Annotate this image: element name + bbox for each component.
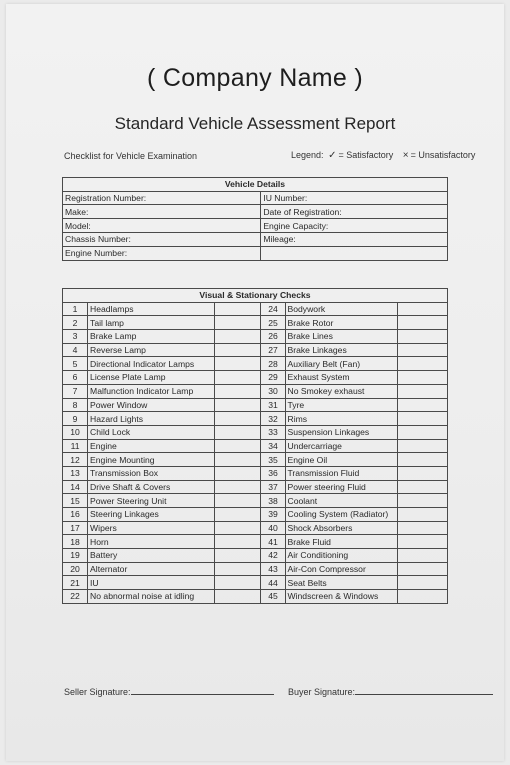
vehicle-details-row: [63, 219, 448, 233]
check-result-cell[interactable]: [215, 398, 261, 412]
check-row: [63, 521, 448, 535]
check-item-label: Wipers: [88, 521, 215, 535]
check-item-label: Transmission Fluid: [285, 466, 397, 480]
check-item-number: 13: [63, 466, 88, 480]
check-result-cell[interactable]: [215, 357, 261, 371]
check-item-number: 4: [63, 343, 88, 357]
check-item-number: 27: [261, 343, 285, 357]
check-item-number: 6: [63, 371, 88, 385]
check-item-label: Hazard Lights: [88, 412, 215, 426]
check-row: [63, 480, 448, 494]
check-result-cell[interactable]: [215, 330, 261, 344]
check-result-cell[interactable]: [397, 549, 447, 563]
check-item-number: 41: [261, 535, 285, 549]
buyer-signature: [288, 685, 493, 697]
check-item-label: Suspension Linkages: [285, 425, 397, 439]
check-result-cell[interactable]: [397, 425, 447, 439]
legend-label: Legend:: [291, 150, 324, 160]
check-item-label: Battery: [88, 549, 215, 563]
check-result-cell[interactable]: [397, 384, 447, 398]
check-item-label: Undercarriage: [285, 439, 397, 453]
check-result-cell[interactable]: [397, 590, 447, 604]
check-result-cell[interactable]: [397, 343, 447, 357]
check-item-number: 36: [261, 466, 285, 480]
vehicle-details-row: [63, 246, 448, 260]
check-item-label: Drive Shaft & Covers: [88, 480, 215, 494]
check-result-cell[interactable]: [215, 535, 261, 549]
check-result-cell[interactable]: [215, 494, 261, 508]
check-result-cell[interactable]: [397, 316, 447, 330]
check-item-number: 10: [63, 425, 88, 439]
check-item-label: Air Conditioning: [285, 549, 397, 563]
check-item-label: No abnormal noise at idling: [88, 590, 215, 604]
check-result-cell[interactable]: [397, 521, 447, 535]
check-item-label: Brake Lines: [285, 330, 397, 344]
check-row: [63, 576, 448, 590]
check-item-number: 45: [261, 590, 285, 604]
check-item-label: Transmission Box: [88, 466, 215, 480]
company-name: ( Company Name ): [147, 64, 363, 92]
check-item-number: 25: [261, 316, 285, 330]
check-result-cell[interactable]: [215, 384, 261, 398]
check-item-label: Power Steering Unit: [88, 494, 215, 508]
check-result-cell[interactable]: [215, 466, 261, 480]
check-result-cell[interactable]: [397, 357, 447, 371]
check-item-number: 16: [63, 508, 88, 522]
check-item-label: Engine Mounting: [88, 453, 215, 467]
buyer-signature-line[interactable]: [355, 685, 493, 695]
check-item-number: 29: [261, 371, 285, 385]
check-item-label: Tyre: [285, 398, 397, 412]
check-item-label: Directional Indicator Lamps: [88, 357, 215, 371]
legend-unsatisfactory: = Unsatisfactory: [410, 150, 476, 160]
vehicle-field-label[interactable]: Registration Number:: [63, 191, 261, 205]
check-result-cell[interactable]: [397, 535, 447, 549]
check-item-number: 28: [261, 357, 285, 371]
check-row: [63, 439, 448, 453]
check-item-label: Headlamps: [88, 302, 215, 316]
check-item-number: 12: [63, 453, 88, 467]
check-result-cell[interactable]: [397, 330, 447, 344]
check-result-cell[interactable]: [397, 302, 447, 316]
check-result-cell[interactable]: [397, 466, 447, 480]
check-item-number: 5: [63, 357, 88, 371]
check-result-cell[interactable]: [215, 453, 261, 467]
check-item-label: Windscreen & Windows: [285, 590, 397, 604]
check-row: [63, 549, 448, 563]
check-item-label: Bodywork: [285, 302, 397, 316]
check-item-number: 39: [261, 508, 285, 522]
vehicle-details-title: Vehicle Details: [63, 178, 448, 192]
seller-signature-line[interactable]: [131, 685, 274, 695]
check-item-label: Coolant: [285, 494, 397, 508]
check-item-number: 3: [63, 330, 88, 344]
check-result-cell[interactable]: [397, 371, 447, 385]
check-item-label: No Smokey exhaust: [285, 384, 397, 398]
check-item-number: 38: [261, 494, 285, 508]
check-row: [63, 412, 448, 426]
check-item-label: Brake Lamp: [88, 330, 215, 344]
check-item-number: 9: [63, 412, 88, 426]
visual-checks-table: [62, 288, 448, 604]
check-row: [63, 330, 448, 344]
check-result-cell[interactable]: [397, 576, 447, 590]
check-item-number: 42: [261, 549, 285, 563]
check-result-cell[interactable]: [215, 576, 261, 590]
check-row: [63, 466, 448, 480]
check-result-cell[interactable]: [397, 398, 447, 412]
buyer-signature-label: Buyer Signature:: [288, 687, 356, 697]
check-result-cell[interactable]: [215, 521, 261, 535]
vehicle-details-row: [63, 233, 448, 247]
check-result-cell[interactable]: [215, 439, 261, 453]
check-result-cell[interactable]: [215, 562, 261, 576]
check-result-cell[interactable]: [215, 590, 261, 604]
check-row: [63, 302, 448, 316]
check-item-label: Malfunction Indicator Lamp: [88, 384, 215, 398]
check-item-number: 30: [261, 384, 285, 398]
vehicle-field-label[interactable]: IU Number:: [261, 191, 448, 205]
check-item-number: 35: [261, 453, 285, 467]
check-row: [63, 508, 448, 522]
check-row: [63, 316, 448, 330]
check-item-label: Steering Linkages: [88, 508, 215, 522]
vehicle-field-label[interactable]: Make:: [63, 205, 261, 219]
check-result-cell[interactable]: [397, 453, 447, 467]
legend: [291, 150, 475, 161]
check-item-number: 21: [63, 576, 88, 590]
check-item-number: 22: [63, 590, 88, 604]
check-row: [63, 357, 448, 371]
check-item-number: 24: [261, 302, 285, 316]
check-item-number: 40: [261, 521, 285, 535]
check-item-number: 8: [63, 398, 88, 412]
vehicle-field-label[interactable]: [261, 246, 448, 260]
check-result-cell[interactable]: [215, 316, 261, 330]
check-item-label: Brake Fluid: [285, 535, 397, 549]
vehicle-field-label[interactable]: Mileage:: [261, 233, 448, 247]
cross-icon: ×: [402, 150, 409, 161]
check-item-number: 18: [63, 535, 88, 549]
check-result-cell[interactable]: [397, 439, 447, 453]
check-item-label: Auxiliary Belt (Fan): [285, 357, 397, 371]
check-row: [63, 535, 448, 549]
check-result-cell[interactable]: [215, 425, 261, 439]
check-row: [63, 494, 448, 508]
check-item-number: 2: [63, 316, 88, 330]
check-item-label: Reverse Lamp: [88, 343, 215, 357]
check-row: [63, 590, 448, 604]
check-item-label: Power Window: [88, 398, 215, 412]
check-result-cell[interactable]: [215, 412, 261, 426]
check-row: [63, 371, 448, 385]
visual-checks-title: Visual & Stationary Checks: [63, 289, 448, 303]
vehicle-field-label[interactable]: Chassis Number:: [63, 233, 261, 247]
check-item-number: 1: [63, 302, 88, 316]
check-item-label: Rims: [285, 412, 397, 426]
check-item-number: 32: [261, 412, 285, 426]
vehicle-field-label[interactable]: Model:: [63, 219, 261, 233]
check-item-number: 15: [63, 494, 88, 508]
check-row: [63, 384, 448, 398]
check-row: [63, 425, 448, 439]
check-item-number: 7: [63, 384, 88, 398]
check-item-label: Engine Oil: [285, 453, 397, 467]
check-result-cell[interactable]: [215, 549, 261, 563]
check-item-label: Exhaust System: [285, 371, 397, 385]
check-item-label: Horn: [88, 535, 215, 549]
check-item-number: 19: [63, 549, 88, 563]
check-item-label: Cooling System (Radiator): [285, 508, 397, 522]
checklist-label: Checklist for Vehicle Examination: [64, 151, 198, 161]
check-item-label: Tail lamp: [88, 316, 215, 330]
check-item-label: Alternator: [88, 562, 215, 576]
seller-signature: [64, 685, 274, 697]
check-result-cell[interactable]: [215, 508, 261, 522]
check-result-cell[interactable]: [397, 508, 447, 522]
check-item-label: Engine: [88, 439, 215, 453]
check-result-cell[interactable]: [397, 562, 447, 576]
vehicle-field-label[interactable]: Engine Number:: [63, 246, 261, 260]
check-item-number: 14: [63, 480, 88, 494]
check-item-label: Air-Con Compressor: [285, 562, 397, 576]
check-item-number: 43: [261, 562, 285, 576]
check-item-label: Shock Absorbers: [285, 521, 397, 535]
check-item-number: 34: [261, 439, 285, 453]
check-result-cell[interactable]: [397, 412, 447, 426]
check-row: [63, 562, 448, 576]
check-item-label: Seat Belts: [285, 576, 397, 590]
report-title: Standard Vehicle Assessment Report: [114, 114, 396, 133]
check-result-cell[interactable]: [215, 371, 261, 385]
vehicle-details-row: [63, 191, 448, 205]
vehicle-details-table: [62, 177, 448, 261]
check-item-label: Brake Linkages: [285, 343, 397, 357]
check-item-label: Power steering Fluid: [285, 480, 397, 494]
check-item-number: 44: [261, 576, 285, 590]
check-result-cell[interactable]: [397, 494, 447, 508]
check-item-number: 37: [261, 480, 285, 494]
legend-satisfactory: = Satisfactory: [338, 150, 394, 160]
check-result-cell[interactable]: [397, 480, 447, 494]
check-item-number: 17: [63, 521, 88, 535]
check-row: [63, 453, 448, 467]
check-item-label: Child Lock: [88, 425, 215, 439]
seller-signature-label: Seller Signature:: [64, 687, 131, 697]
vehicle-field-label[interactable]: Date of Registration:: [261, 205, 448, 219]
check-item-label: Brake Rotor: [285, 316, 397, 330]
check-result-cell[interactable]: [215, 480, 261, 494]
check-result-cell[interactable]: [215, 302, 261, 316]
vehicle-field-label[interactable]: Engine Capacity:: [261, 219, 448, 233]
check-row: [63, 398, 448, 412]
check-item-label: IU: [88, 576, 215, 590]
check-item-number: 20: [63, 562, 88, 576]
check-item-label: License Plate Lamp: [88, 371, 215, 385]
check-item-number: 11: [63, 439, 88, 453]
check-icon: ✓: [328, 150, 337, 161]
check-item-number: 31: [261, 398, 285, 412]
check-item-number: 26: [261, 330, 285, 344]
check-item-number: 33: [261, 425, 285, 439]
vehicle-details-row: [63, 205, 448, 219]
check-result-cell[interactable]: [215, 343, 261, 357]
check-row: [63, 343, 448, 357]
